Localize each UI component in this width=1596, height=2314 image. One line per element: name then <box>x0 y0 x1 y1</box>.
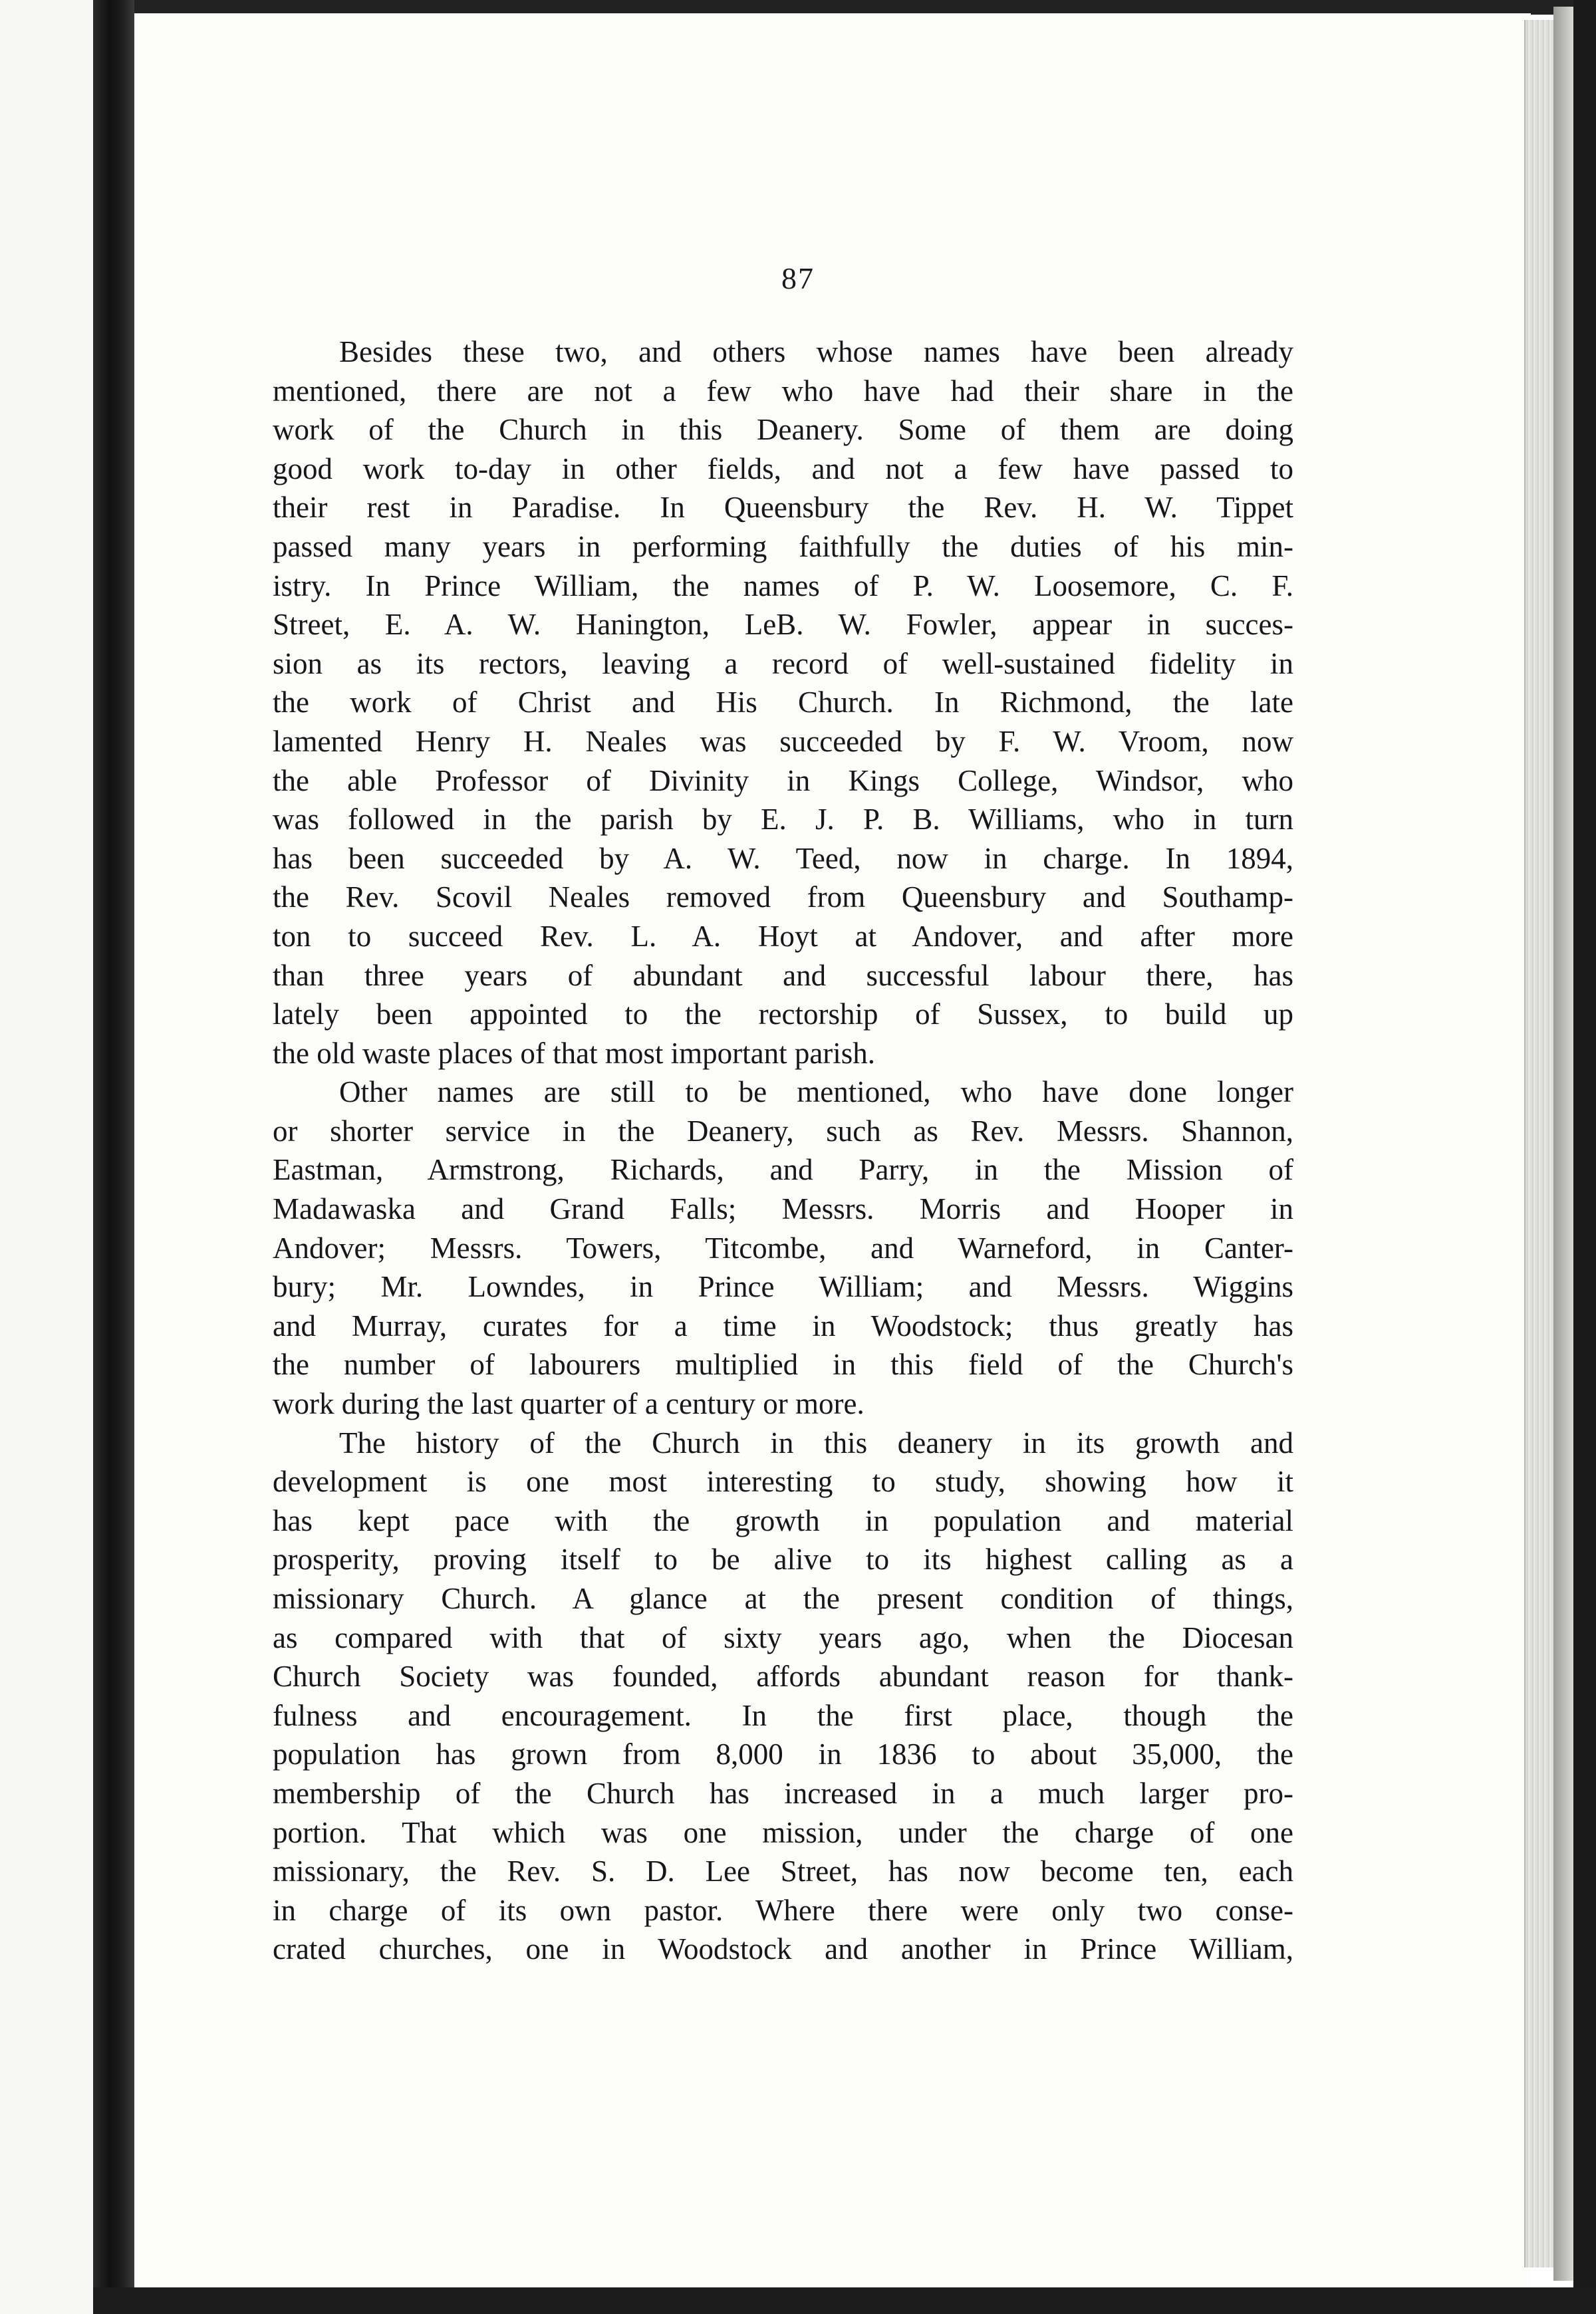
page-number: 87 <box>781 261 815 295</box>
scan-bottom-border <box>93 2287 1596 2314</box>
text-line: istry. In Prince William, the names of P. W. Loosemore, C. F. <box>273 569 1293 602</box>
text-line: Andover; Messrs. Towers, Titcombe, and Warneford, in Canter- <box>273 1231 1293 1265</box>
text-line: membership of the Church has increased in a much larger pro- <box>273 1776 1293 1810</box>
paragraph-3 <box>273 1424 1293 1969</box>
text-line: Besides these two, and others whose names have been already <box>339 335 1293 368</box>
text-line: their rest in Paradise. In Queensbury the Rev. H. W. Tippet <box>273 491 1293 525</box>
text-line: the Rev. Scovil Neales removed from Queensbury and Southamp- <box>273 880 1293 914</box>
text-line: portion. That which was one mission, under the charge of one <box>273 1815 1293 1849</box>
page-block-edge <box>1524 20 1555 2267</box>
text-line: missionary Church. A glance at the present condition of things, <box>273 1582 1293 1615</box>
text-line: the work of Christ and His Church. In Richmond, the late <box>273 686 1293 719</box>
text-line: or shorter service in the Deanery, such as Rev. Messrs. Shannon, <box>273 1114 1293 1148</box>
text-line: prosperity, proving itself to be alive to its highest calling as a <box>273 1543 1293 1577</box>
text-line: lately been appointed to the rectorship of Sussex, to build up <box>273 997 1293 1031</box>
text-line: the number of labourers multiplied in this field of the Church's <box>273 1348 1293 1382</box>
text-line: Eastman, Armstrong, Richards, and Parry, in the Mission of <box>273 1153 1293 1187</box>
text-line: and Murray, curates for a time in Woodstock; thus greatly has <box>273 1309 1293 1343</box>
text-line: sion as its rectors, leaving a record of well-sustained fidelity in <box>273 646 1293 680</box>
text-line: as compared with that of sixty years ago, when the Diocesan <box>273 1620 1293 1654</box>
page-edge-shadow <box>1553 7 1573 2281</box>
text-line: Madawaska and Grand Falls; Messrs. Morris and Hooper in <box>273 1192 1293 1226</box>
text-line: work during the last quarter of a century or more. <box>273 1387 864 1421</box>
scan-right-border <box>1573 0 1596 2314</box>
text-line: crated churches, one in Woodstock and another in Prince William, <box>273 1932 1293 1966</box>
text-line: ton to succeed Rev. L. A. Hoyt at Andover, and after more <box>273 919 1293 953</box>
text-line: has been succeeded by A. W. Teed, now in charge. In 1894, <box>273 841 1293 875</box>
text-line: mentioned, there are not a few who have had their share in the <box>273 374 1293 408</box>
paragraph-1 <box>273 332 1293 1073</box>
text-line: development is one most interesting to study, showing how it <box>273 1465 1293 1499</box>
text-line: fulness and encouragement. In the first place, though the <box>273 1698 1293 1732</box>
text-line: than three years of abundant and successful labour there, has <box>273 958 1293 992</box>
paragraph-2 <box>273 1073 1293 1423</box>
book-binding-shadow <box>93 0 134 2314</box>
text-line: has kept pace with the growth in population and material <box>273 1503 1293 1537</box>
text-line: The history of the Church in this deanery in its growth and <box>339 1426 1293 1460</box>
text-line: the old waste places of that most important parish. <box>273 1036 876 1070</box>
text-line: bury; Mr. Lowndes, in Prince William; and Messrs. Wiggins <box>273 1270 1293 1304</box>
text-line: was followed in the parish by E. J. P. B. Williams, who in turn <box>273 803 1293 836</box>
text-line: lamented Henry H. Neales was succeeded by F. W. Vroom, now <box>273 724 1293 758</box>
text-line: missionary, the Rev. S. D. Lee Street, has now become ten, each <box>273 1855 1293 1888</box>
text-line: the able Professor of Divinity in Kings College, Windsor, who <box>273 763 1293 797</box>
text-line: Street, E. A. W. Hanington, LeB. W. Fowler, appear in succes- <box>273 608 1293 642</box>
text-line: Other names are still to be mentioned, who have done longer <box>339 1075 1293 1109</box>
text-line: good work to-day in other fields, and not a few have passed to <box>273 451 1293 485</box>
text-line: passed many years in performing faithfully the duties of his min- <box>273 529 1293 563</box>
text-line: Church Society was founded, affords abundant reason for thank- <box>273 1660 1293 1694</box>
scan-top-border <box>134 0 1596 15</box>
text-line: in charge of its own pastor. Where there were only two conse- <box>273 1893 1293 1927</box>
body-text <box>273 332 1293 1969</box>
text-line: population has grown from 8,000 in 1836 to about 35,000, the <box>273 1737 1293 1771</box>
facing-page-strip <box>0 0 93 2314</box>
text-line: work of the Church in this Deanery. Some of them are doing <box>273 413 1293 447</box>
